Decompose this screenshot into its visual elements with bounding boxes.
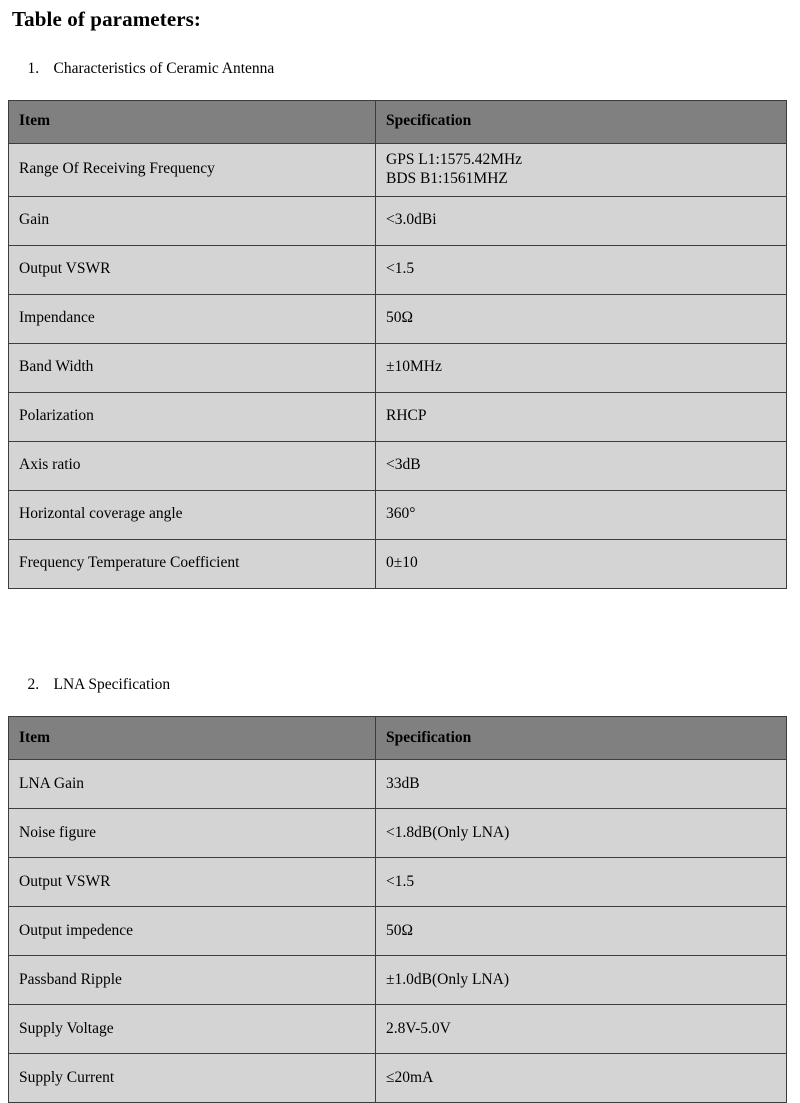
cell-item: Horizontal coverage angle [9,490,376,539]
cell-specification: ≤20mA [376,1054,787,1103]
cell-specification: 360° [376,490,787,539]
cell-item: Band Width [9,343,376,392]
table-row [9,392,787,441]
cell-item: Frequency Temperature Coefficient [9,539,376,588]
cell-specification: 2.8V-5.0V [376,1005,787,1054]
cell-specification-line: BDS B1:1561MHZ [386,169,508,187]
cell-item: Range Of Receiving Frequency [9,143,376,196]
cell-item: Supply Current [9,1054,376,1103]
cell-item: Passband Ripple [9,956,376,1005]
section-title-2: LNA Specification [53,676,171,693]
table-row [9,343,787,392]
table-row [9,1005,787,1054]
cell-item: Output VSWR [9,858,376,907]
cell-item: Output VSWR [9,245,376,294]
page-title: Table of parameters: [12,7,202,31]
cell-item: Polarization [9,392,376,441]
table-ceramic-antenna-characteristics [8,100,787,589]
table-row [9,907,787,956]
cell-item: Noise figure [9,809,376,858]
cell-item: Axis ratio [9,441,376,490]
cell-specification: 50Ω [376,907,787,956]
table-row [9,809,787,858]
cell-specification: 0±10 [376,539,787,588]
section-heading-1 [0,30,800,100]
table-row [9,956,787,1005]
cell-specification: RHCP [376,392,787,441]
column-header-specification: Specification [376,717,787,760]
table-row [9,196,787,245]
cell-specification: <1.8dB(Only LNA) [376,809,787,858]
section-number-1: 1. [27,59,40,77]
cell-specification: <3.0dBi [376,196,787,245]
table-row [9,760,787,809]
table-row [9,1054,787,1103]
cell-specification: ±10MHz [376,343,787,392]
column-header-item: Item [9,100,376,143]
cell-specification-line: GPS L1:1575.42MHz [386,150,523,168]
cell-item: Gain [9,196,376,245]
section-number-2: 2. [27,676,40,693]
cell-item: Impendance [9,294,376,343]
cell-specification: 33dB [376,760,787,809]
cell-item: Output impedence [9,907,376,956]
table-header-row [9,717,787,760]
cell-specification [376,143,787,196]
cell-item: LNA Gain [9,760,376,809]
table-row [9,441,787,490]
section-title-1: Characteristics of Ceramic Antenna [53,59,275,77]
table-row [9,858,787,907]
table-row [9,143,787,196]
column-header-specification: Specification [376,100,787,143]
table-row [9,539,787,588]
cell-specification: 50Ω [376,294,787,343]
cell-specification: <1.5 [376,858,787,907]
table-row [9,294,787,343]
cell-specification: <3dB [376,441,787,490]
table-row [9,490,787,539]
cell-specification: <1.5 [376,245,787,294]
cell-item: Supply Voltage [9,1005,376,1054]
column-header-item: Item [9,717,376,760]
table-lna-specification [8,716,787,1103]
section-spacer [0,589,800,647]
table-row [9,245,787,294]
section-heading-2 [0,647,800,717]
cell-specification: ±1.0dB(Only LNA) [376,956,787,1005]
table-header-row [9,100,787,143]
